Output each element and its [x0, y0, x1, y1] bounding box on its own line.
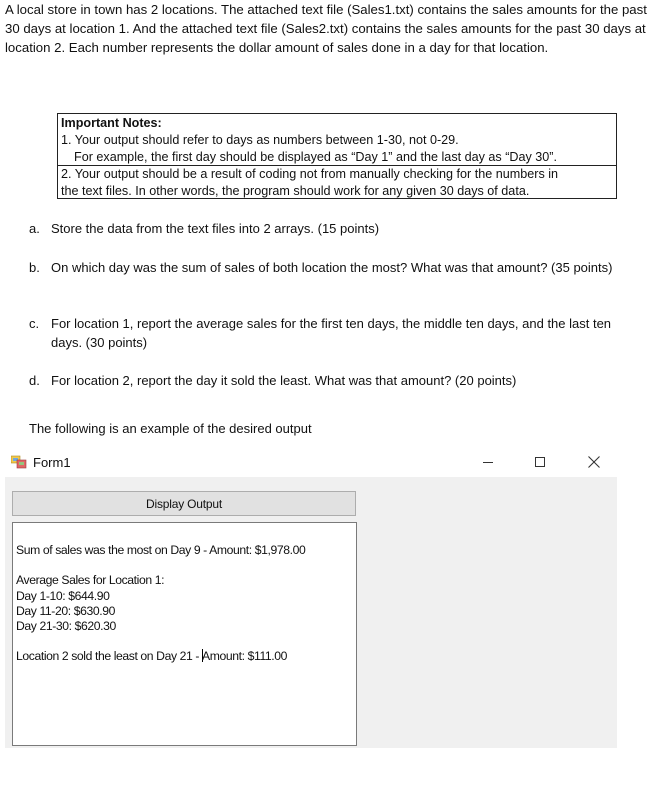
close-button[interactable]	[571, 449, 617, 475]
notes-heading: Important Notes:	[61, 116, 162, 130]
intro-paragraph: A local store in town has 2 locations. The attached text file (Sales1.txt) contains the sales amounts for the past 30 days at location 1. And the attached text file (Sales2.txt) contains the sales amounts for the past 30 days at location 2. Each number represents the dollar amount of sales done in a day for that location.	[5, 2, 647, 55]
output-least-prefix: Location 2 sold the least on Day 21 -	[16, 649, 203, 663]
form-window	[5, 447, 617, 748]
output-line-days-11-20: Day 11-20: $630.90	[16, 604, 115, 618]
form-app-icon	[11, 455, 27, 469]
notes-line-2: For example, the first day should be displayed as “Day 1” and the last day as “Day 30”.	[74, 149, 558, 164]
question-a	[29, 220, 629, 239]
output-textbox[interactable]	[12, 522, 357, 746]
question-text: For location 1, report the average sales for the first ten days, the middle ten days, and the last ten days. (30 points)	[51, 316, 612, 350]
question-c	[29, 315, 629, 352]
question-d	[29, 372, 629, 391]
question-text: Store the data from the text files into 2 arrays. (15 points)	[51, 221, 380, 236]
display-output-button[interactable]: Display Output	[12, 491, 356, 516]
form-title: Form1	[33, 455, 71, 470]
output-line-average-heading: Average Sales for Location 1:	[16, 573, 165, 587]
notes-line-4: the text files. In other words, the program should work for any given 30 days of data.	[61, 184, 530, 199]
output-line-least-sales	[16, 649, 287, 663]
output-line-days-21-30: Day 21-30: $620.30	[16, 619, 116, 633]
output-least-amount: Amount: $111.00	[202, 649, 288, 663]
notes-line-1: 1. Your output should refer to days as numbers between 1-30, not 0-29.	[61, 132, 459, 147]
question-letter: d.	[29, 373, 40, 388]
notes-line-3: 2. Your output should be a result of coding not from manually checking for the numbers in	[58, 165, 616, 183]
question-letter: c.	[29, 316, 40, 331]
question-text: On which day was the sum of sales of both location the most? What was that amount? (35 points)	[51, 260, 613, 275]
question-letter: a.	[29, 221, 40, 236]
question-letter: b.	[29, 260, 40, 275]
question-b	[29, 259, 629, 278]
form-titlebar[interactable]	[5, 447, 617, 477]
close-icon	[587, 455, 601, 469]
question-text: For location 2, report the day it sold the least. What was that amount? (20 points)	[51, 373, 517, 388]
important-notes-box	[57, 113, 617, 199]
minimize-button[interactable]	[465, 449, 511, 475]
maximize-icon	[534, 456, 546, 468]
example-caption: The following is an example of the desired output	[29, 421, 312, 436]
output-line-most-sales: Sum of sales was the most on Day 9 - Amount: $1,978.00	[16, 543, 306, 557]
maximize-button[interactable]	[517, 449, 563, 475]
output-line-days-1-10: Day 1-10: $644.90	[16, 589, 110, 603]
minimize-icon	[482, 456, 494, 468]
